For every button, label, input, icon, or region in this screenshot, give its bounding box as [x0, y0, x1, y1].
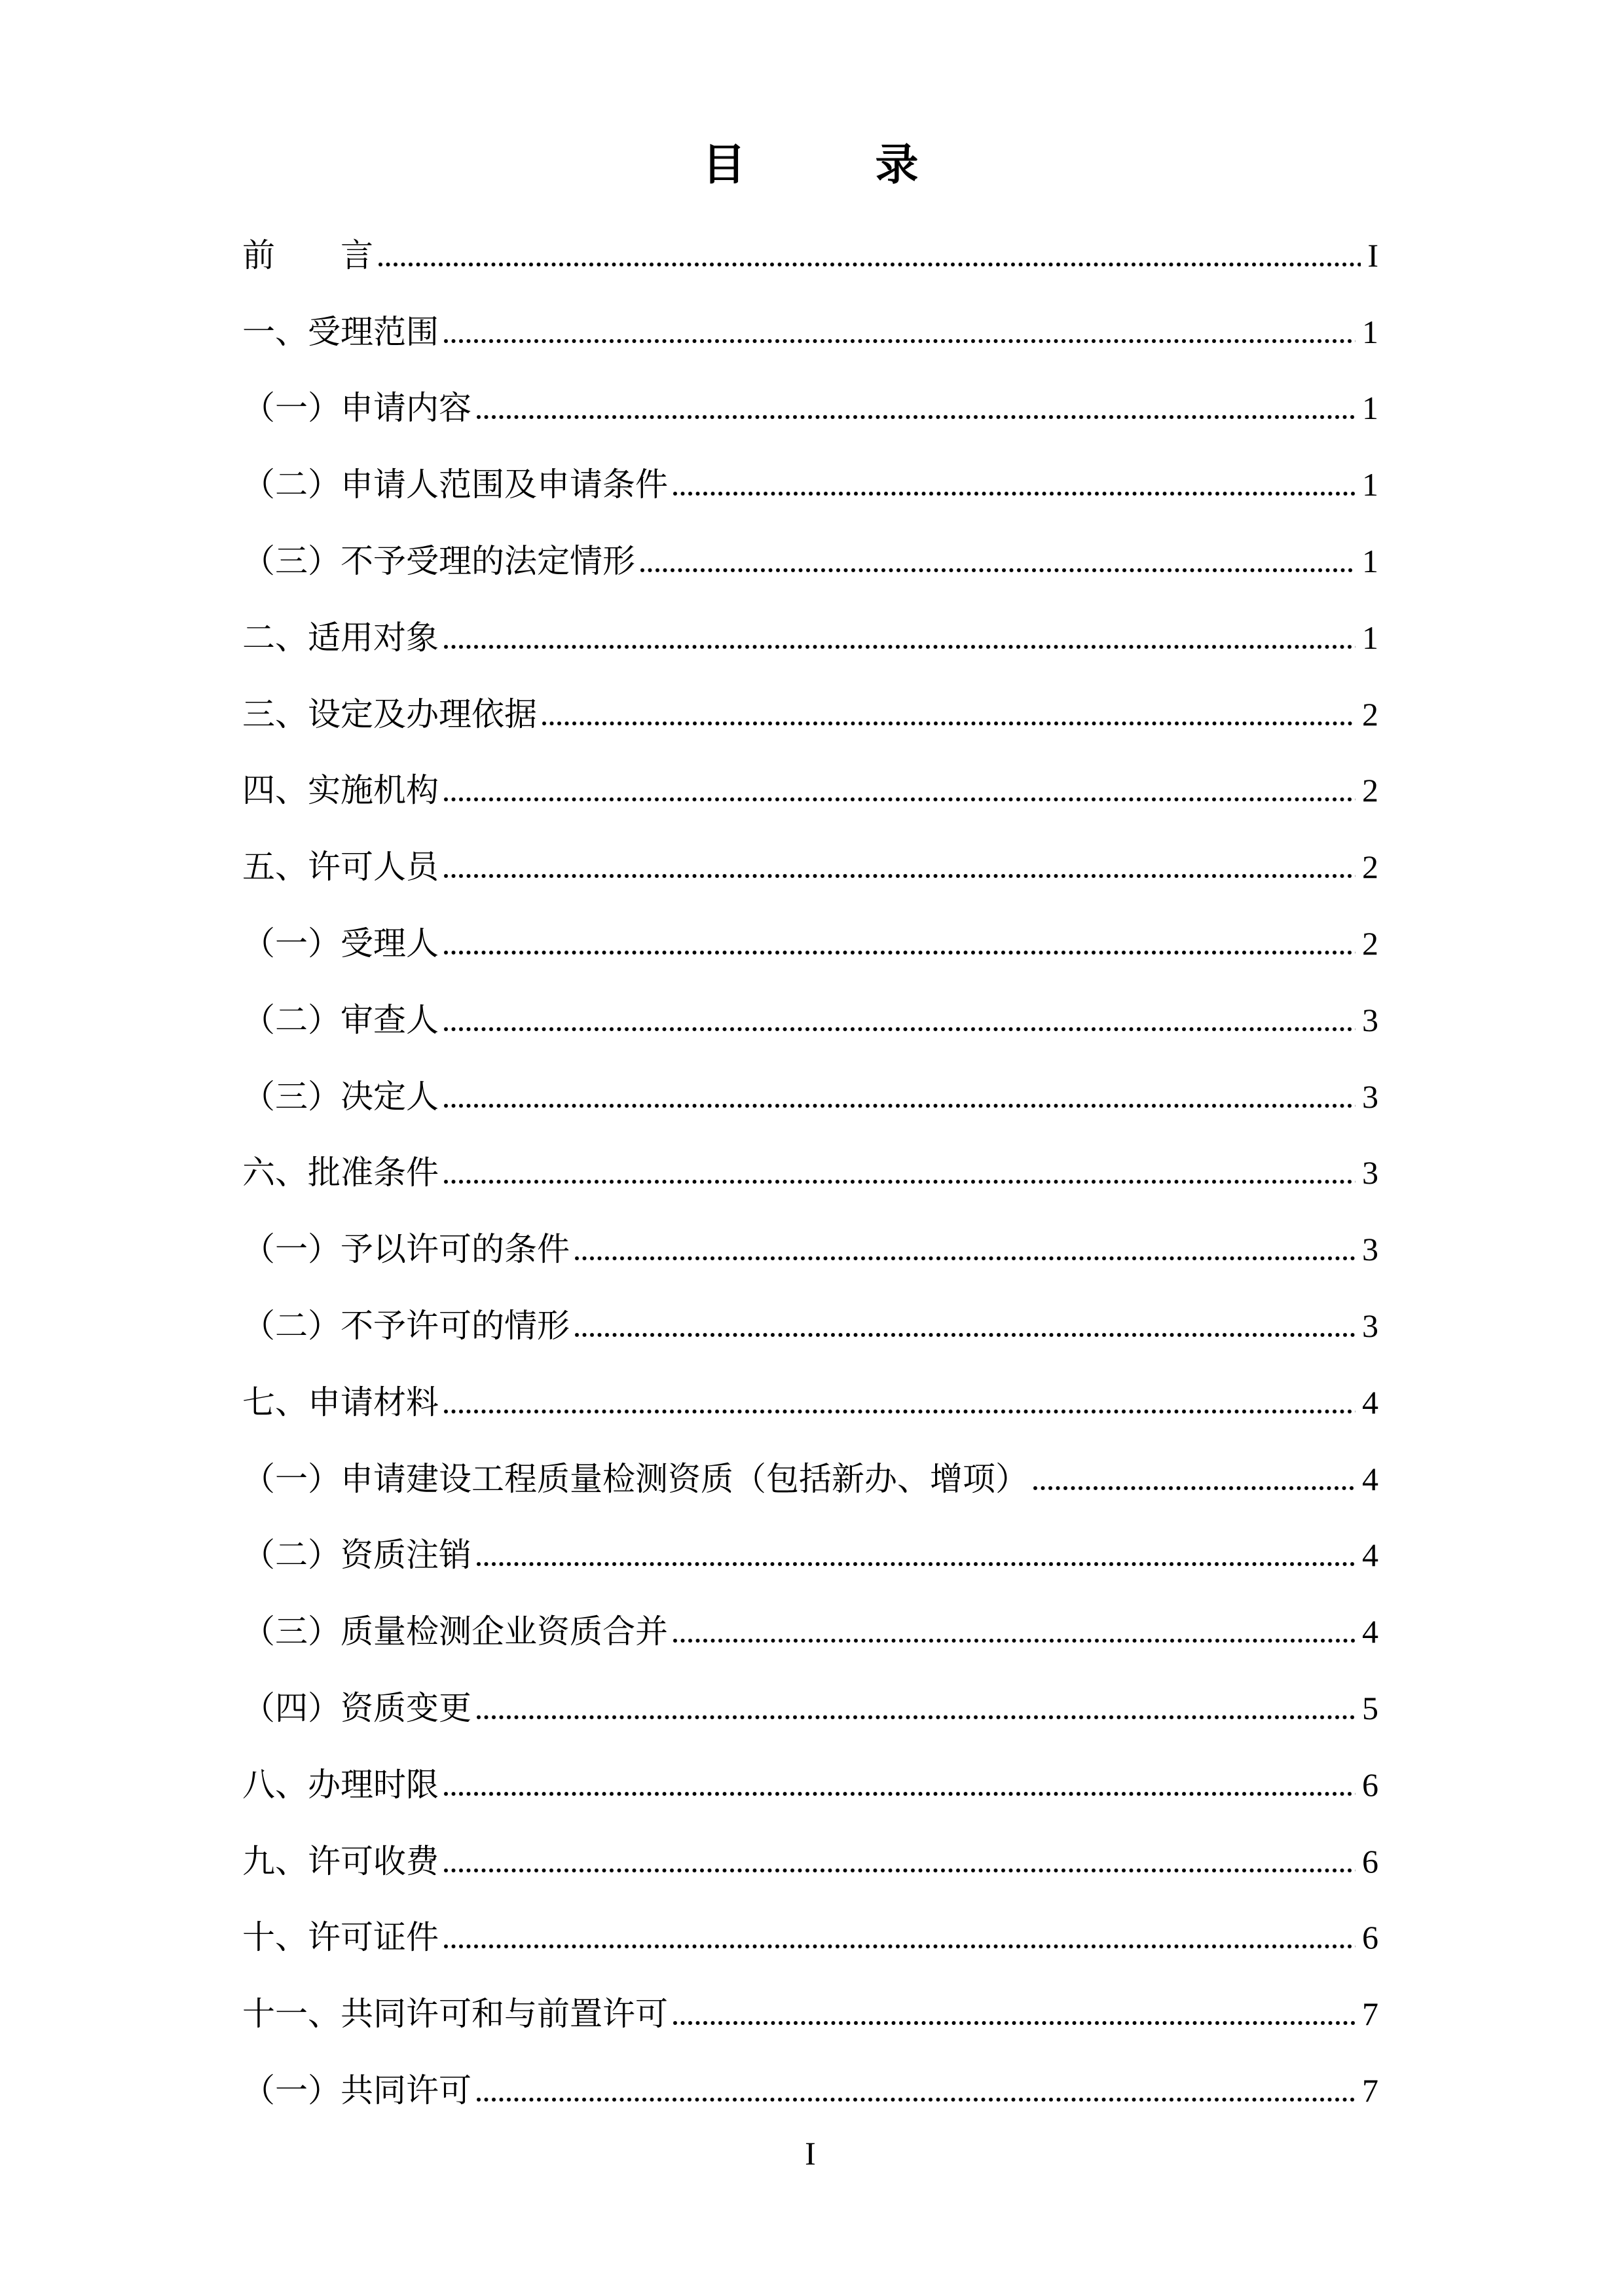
toc-entry-label: 七、申请材料 [242, 1383, 439, 1421]
toc-entry-label: （一）予以许可的条件 [242, 1231, 570, 1268]
footer-page-number: I [805, 2134, 816, 2172]
dot-leader [444, 645, 1356, 649]
toc-entry [242, 654, 1378, 731]
toc-entry-label: （一）申请内容 [242, 390, 471, 427]
dot-leader [444, 1180, 1356, 1184]
toc-list [242, 195, 1378, 2107]
toc-entry [242, 1036, 1378, 1113]
toc-entry-page-number: 4 [1362, 1383, 1378, 1421]
toc-entry [242, 1878, 1378, 1954]
toc-entry [242, 195, 1378, 272]
toc-entry [242, 272, 1378, 348]
dot-leader [477, 1562, 1356, 1566]
dot-leader [444, 1104, 1356, 1108]
toc-entry-label: 五、许可人员 [242, 848, 439, 886]
toc-entry-label: 九、许可收费 [242, 1842, 439, 1880]
toc-entry [242, 577, 1378, 654]
dot-leader [575, 1256, 1356, 1260]
page-title: 目 录 [702, 141, 919, 189]
dot-leader [444, 1410, 1356, 1413]
toc-entry-page-number: 3 [1362, 1001, 1378, 1038]
toc-entry-page-number: I [1367, 236, 1378, 274]
toc-entry-label: （一）共同许可 [242, 2071, 471, 2109]
toc-entry-page-number: 2 [1362, 695, 1378, 733]
toc-entry-label: （三）质量检测企业资质合并 [242, 1613, 668, 1650]
toc-entry-page-number: 6 [1362, 1842, 1378, 1880]
toc-entry-label: （二）不予许可的情形 [242, 1307, 570, 1344]
toc-entry-page-number: 4 [1362, 1613, 1378, 1650]
toc-entry-page-number: 6 [1362, 1766, 1378, 1803]
dot-leader [477, 1715, 1356, 1719]
toc-entry-label: （二）申请人范围及申请条件 [242, 466, 668, 503]
toc-entry [242, 1419, 1378, 1495]
toc-entry-label: 十一、共同许可和与前置许可 [242, 1995, 668, 2033]
toc-entry-label: （一）申请建设工程质量检测资质（包括新办、增项） [242, 1460, 1028, 1497]
dot-leader [444, 1944, 1356, 1948]
dot-leader [673, 492, 1356, 496]
dot-leader [542, 721, 1356, 725]
dot-leader [444, 1792, 1356, 1796]
toc-entry [242, 960, 1378, 1036]
dot-leader [575, 1333, 1356, 1337]
toc-entry-label: （二）资质注销 [242, 1537, 471, 1574]
toc-entry-page-number: 1 [1362, 619, 1378, 656]
dot-leader [444, 951, 1356, 955]
dot-leader [444, 1027, 1356, 1031]
dot-leader [444, 339, 1356, 343]
dot-leader [378, 263, 1361, 266]
toc-entry [242, 1724, 1378, 1801]
toc-entry-page-number: 4 [1362, 1460, 1378, 1497]
toc-entry-page-number: 7 [1362, 2071, 1378, 2109]
dot-leader [673, 1639, 1356, 1643]
toc-entry [242, 2030, 1378, 2107]
toc-entry [242, 731, 1378, 807]
toc-entry-page-number: 2 [1362, 772, 1378, 809]
toc-entry [242, 1571, 1378, 1648]
toc-entry-page-number: 1 [1362, 542, 1378, 579]
toc-entry-label: （三）不予受理的法定情形 [242, 542, 635, 579]
toc-entry [242, 1342, 1378, 1419]
toc-entry-page-number: 7 [1362, 1995, 1378, 2033]
dot-leader [673, 2021, 1356, 2025]
toc-entry-label: 四、实施机构 [242, 772, 439, 809]
toc-entry-label: （一）受理人 [242, 924, 439, 962]
toc-entry [242, 424, 1378, 501]
toc-entry-label: 八、办理时限 [242, 1766, 439, 1803]
dot-leader [640, 568, 1356, 572]
toc-entry [242, 1801, 1378, 1878]
toc-entry-label: 三、设定及办理依据 [242, 695, 537, 733]
toc-entry-label: 前 言 [242, 236, 373, 274]
toc-entry [242, 1189, 1378, 1266]
toc-entry-page-number: 1 [1362, 313, 1378, 350]
dot-leader [444, 874, 1356, 878]
toc-entry [242, 1495, 1378, 1572]
toc-entry-page-number: 2 [1362, 924, 1378, 962]
dot-leader [477, 2098, 1356, 2102]
toc-entry-page-number: 3 [1362, 1307, 1378, 1344]
dot-leader [444, 797, 1356, 801]
toc-entry-page-number: 5 [1362, 1689, 1378, 1726]
dot-leader [477, 415, 1356, 419]
toc-entry [242, 1954, 1378, 2033]
toc-entry [242, 348, 1378, 425]
toc-entry-label: 二、适用对象 [242, 619, 439, 656]
dot-leader [1033, 1486, 1356, 1490]
toc-entry-label: （二）审查人 [242, 1001, 439, 1038]
toc-entry-label: 一、受理范围 [242, 313, 439, 350]
toc-entry [242, 883, 1378, 960]
toc-entry-label: 十、许可证件 [242, 1919, 439, 1956]
toc-entry-page-number: 3 [1362, 1154, 1378, 1192]
dot-leader [444, 1868, 1356, 1872]
toc-entry [242, 1266, 1378, 1342]
toc-entry-page-number: 1 [1362, 466, 1378, 503]
toc-entry-page-number: 3 [1362, 1078, 1378, 1115]
toc-entry [242, 1113, 1378, 1190]
toc-entry-page-number: 6 [1362, 1919, 1378, 1956]
toc-entry-page-number: 3 [1362, 1231, 1378, 1268]
toc-entry-page-number: 1 [1362, 390, 1378, 427]
toc-entry-label: （四）资质变更 [242, 1689, 471, 1726]
toc-entry-label: 六、批准条件 [242, 1154, 439, 1192]
toc-entry-page-number: 2 [1362, 848, 1378, 886]
toc-entry [242, 807, 1378, 886]
toc-entry [242, 1648, 1378, 1724]
toc-entry-label: （三）决定人 [242, 1078, 439, 1115]
toc-entry [242, 501, 1378, 577]
toc-entry-page-number: 4 [1362, 1537, 1378, 1574]
